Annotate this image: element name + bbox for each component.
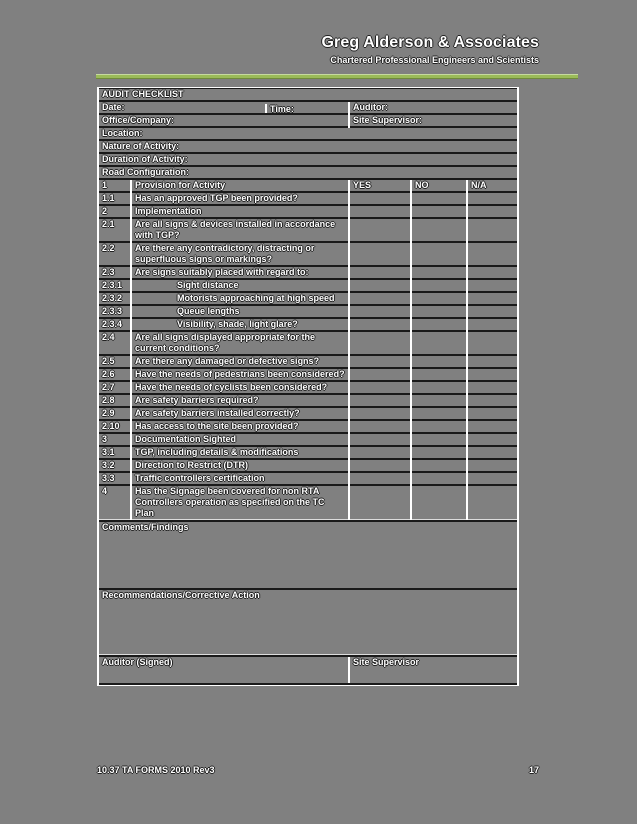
no-checkbox[interactable] [411,331,467,355]
item-question: Motorists approaching at high speed [131,292,349,305]
no-checkbox[interactable] [411,292,467,305]
item-question: Documentation Sighted [131,433,349,446]
item-number: 2.3.3 [99,305,131,318]
site-supervisor-signature-label: Site Supervisor [353,657,420,667]
no-checkbox[interactable] [411,420,467,433]
yes-checkbox[interactable] [349,242,411,266]
checklist-row [99,218,517,242]
yes-checkbox[interactable] [349,355,411,368]
item-question: Are signs suitably placed with regard to: [131,266,349,279]
na-checkbox[interactable] [467,218,517,242]
checklist-row [99,459,517,472]
column-header-na: N/A [467,179,517,192]
no-checkbox[interactable] [411,218,467,242]
no-checkbox[interactable] [411,266,467,279]
na-checkbox[interactable] [467,381,517,394]
na-checkbox[interactable] [467,407,517,420]
form-title: AUDIT CHECKLIST [99,89,517,102]
item-question: Are all signs & devices installed in accordance with TGP? [131,218,349,242]
duration-of-activity-field[interactable]: Duration of Activity: [99,153,517,166]
checklist-row [99,305,517,318]
item-number: 2.10 [99,420,131,433]
yes-checkbox[interactable] [349,218,411,242]
item-question: TGP, including details & modifications [131,446,349,459]
no-checkbox[interactable] [411,305,467,318]
item-question: Are there any contradictory, distracting or superfluous signs or markings? [131,242,349,266]
item-number: 3.3 [99,472,131,485]
item-number: 2.8 [99,394,131,407]
no-checkbox[interactable] [411,355,467,368]
item-question: Has the Signage been covered for non RTA Controllers operation as specified on the TC Plan [131,485,349,520]
item-question: Are safety barriers required? [131,394,349,407]
item-number: 2.5 [99,355,131,368]
yes-checkbox[interactable] [349,394,411,407]
recommendations-box[interactable] [99,589,517,655]
item-question: Sight distance [131,279,349,292]
section-number: 1 [99,179,131,192]
checklist-row [99,266,517,279]
item-number: 2.2 [99,242,131,266]
na-checkbox[interactable] [467,368,517,381]
checklist-row [99,279,517,292]
yes-checkbox[interactable] [349,420,411,433]
office-company-field[interactable]: Office/Company: [99,114,349,127]
na-checkbox[interactable] [467,394,517,407]
no-checkbox[interactable] [411,279,467,292]
no-checkbox[interactable] [411,394,467,407]
item-question: Traffic controllers certification [131,472,349,485]
yes-checkbox[interactable] [349,279,411,292]
item-question: Implementation [131,205,349,218]
item-question: Are safety barriers installed correctly? [131,407,349,420]
time-field[interactable]: Time: [265,104,294,114]
item-number: 2.7 [99,381,131,394]
checklist-row [99,242,517,266]
item-number: 2.3 [99,266,131,279]
na-checkbox[interactable] [467,355,517,368]
checklist-row [99,192,517,205]
yes-checkbox[interactable] [349,368,411,381]
page-number: 17 [528,765,539,775]
no-checkbox[interactable] [411,368,467,381]
yes-checkbox[interactable] [349,292,411,305]
checklist-row [99,420,517,433]
no-checkbox[interactable] [411,205,467,218]
footer-document-ref: 10.37 TA FORMS 2010 Rev3 [97,765,215,775]
yes-checkbox[interactable] [349,407,411,420]
auditor-signature-field[interactable] [99,656,349,684]
item-number: 2.4 [99,331,131,355]
column-header-item: Provision for Activity [131,179,349,192]
yes-checkbox[interactable] [349,318,411,331]
no-checkbox[interactable] [411,407,467,420]
na-checkbox[interactable] [467,420,517,433]
item-question: Direction to Restrict (DTR) [131,459,349,472]
na-checkbox[interactable] [467,292,517,305]
no-checkbox[interactable] [411,192,467,205]
item-number: 2.6 [99,368,131,381]
nature-of-activity-field[interactable]: Nature of Activity: [99,140,517,153]
company-subtitle: Chartered Professional Engineers and Scientists [330,55,539,65]
item-question: Have the needs of cyclists been considered? [131,381,349,394]
yes-checkbox[interactable] [349,459,411,472]
na-checkbox[interactable] [467,305,517,318]
item-question: Are there any damaged or defective signs? [131,355,349,368]
no-checkbox[interactable] [411,381,467,394]
item-number: 2.9 [99,407,131,420]
header-divider [96,74,578,79]
no-checkbox[interactable] [411,485,467,520]
date-field[interactable]: Date: Time: [99,101,349,114]
yes-checkbox[interactable] [349,433,411,446]
checklist-row [99,368,517,381]
yes-checkbox[interactable] [349,446,411,459]
na-checkbox[interactable] [467,242,517,266]
no-checkbox[interactable] [411,446,467,459]
item-question: Are all signs displayed appropriate for the current conditions? [131,331,349,355]
item-number: 2.3.1 [99,279,131,292]
na-checkbox[interactable] [467,459,517,472]
checklist-row [99,331,517,355]
checklist-row [99,433,517,446]
item-question: Have the needs of pedestrians been considered? [131,368,349,381]
checklist-row [99,205,517,218]
yes-checkbox[interactable] [349,192,411,205]
na-checkbox[interactable] [467,205,517,218]
no-checkbox[interactable] [411,472,467,485]
checklist-row [99,394,517,407]
yes-checkbox[interactable] [349,205,411,218]
checklist-row [99,381,517,394]
checklist-row [99,292,517,305]
item-question: Queue lengths [131,305,349,318]
na-checkbox[interactable] [467,485,517,520]
na-checkbox[interactable] [467,266,517,279]
yes-checkbox[interactable] [349,381,411,394]
item-number: 4 [99,485,131,520]
yes-checkbox[interactable] [349,331,411,355]
site-supervisor-signature-field[interactable] [349,656,517,684]
comments-findings-box[interactable] [99,521,517,589]
item-number: 3.1 [99,446,131,459]
no-checkbox[interactable] [411,318,467,331]
recommendations-label: Recommendations/Corrective Action [102,590,260,600]
na-checkbox[interactable] [467,318,517,331]
yes-checkbox[interactable] [349,472,411,485]
na-checkbox[interactable] [467,433,517,446]
no-checkbox[interactable] [411,459,467,472]
item-number: 3 [99,433,131,446]
site-supervisor-field[interactable]: Site Supervisor: [349,114,517,127]
checklist-row [99,355,517,368]
item-question: Has access to the site been provided? [131,420,349,433]
audit-checklist-form [97,87,519,686]
na-checkbox[interactable] [467,472,517,485]
yes-checkbox[interactable] [349,266,411,279]
location-field[interactable]: Location: [99,127,517,140]
company-name: Greg Alderson & Associates [321,34,539,51]
no-checkbox[interactable] [411,242,467,266]
item-number: 2.3.4 [99,318,131,331]
no-checkbox[interactable] [411,433,467,446]
yes-checkbox[interactable] [349,305,411,318]
comments-label: Comments/Findings [102,522,189,532]
na-checkbox[interactable] [467,192,517,205]
auditor-signature-label: Auditor (Signed) [102,657,173,667]
item-question: Has an approved TGP been provided? [131,192,349,205]
na-checkbox[interactable] [467,331,517,355]
checklist-row [99,472,517,485]
na-checkbox[interactable] [467,446,517,459]
item-number: 2 [99,205,131,218]
auditor-field[interactable]: Auditor: [349,101,517,114]
column-header-no: NO [411,179,467,192]
yes-checkbox[interactable] [349,485,411,520]
column-header-yes: YES [349,179,411,192]
checklist-row [99,485,517,520]
na-checkbox[interactable] [467,279,517,292]
item-number: 2.3.2 [99,292,131,305]
road-configuration-field[interactable]: Road Configuration: [99,166,517,179]
checklist-row [99,407,517,420]
item-number: 1.1 [99,192,131,205]
item-question: Visibility, shade, light glare? [131,318,349,331]
item-number: 2.1 [99,218,131,242]
checklist-row [99,318,517,331]
item-number: 3.2 [99,459,131,472]
checklist-row [99,446,517,459]
